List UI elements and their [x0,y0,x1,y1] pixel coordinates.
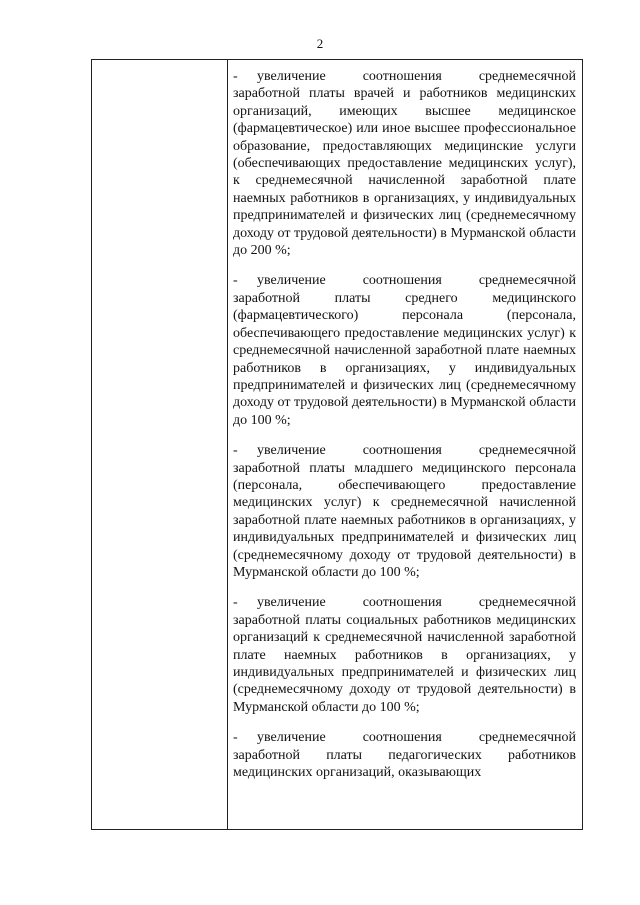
list-item [233,594,576,716]
list-item-text: увеличение соотношения среднемесячной заработной платы врачей и работников медицинских организаций, имеющих высшее медицинское (фармацевтическое) или иное высшее профессиональное образование, предоставляющих медицинские услуги (обеспечивающих предоставление медицинских услуг), к среднемесячной начисленной заработной плате наемных работников в организациях, у индивидуальных предпринимателей и физических лиц (среднемесячному доходу от трудовой деятельности) в Мурманской области до 200 %; [233,69,576,259]
list-item-dash: - [233,730,238,746]
list-item [233,442,576,581]
list-item [233,729,576,781]
list-item [233,272,576,429]
page-number: 2 [316,36,324,51]
list-item-text: увеличение соотношения среднемесячной заработной платы социальных работников медицинских организаций к среднемесячной начисленной заработной плате наемных работников в организациях, у индивидуальных предпринимателей и физических лиц (среднемесячному доходу от трудовой деятельности) в Мурманской области до 100 %; [233,595,576,715]
list-item-dash: - [233,595,238,611]
list-item-dash: - [233,69,238,84]
list-item [233,68,576,259]
document-table [91,59,583,830]
list-item-text: увеличение соотношения среднемесячной заработной платы среднего медицинского (фармацевтического) персонала (персонала, обеспечивающего предоставление медицинских услуг) к среднемесячной начисленной заработной плате наемных работников в организациях, у индивидуальных предпринимателей и физических лиц (среднемесячному доходу от трудовой деятельности) в Мурманской области до 100 %; [233,273,576,428]
list-item-text: увеличение соотношения среднемесячной заработной платы младшего медицинского персонала (персонала, обеспечивающего предоставление медицинских услуг) к среднемесячной начисленной заработной плате наемных работников в организациях, у индивидуальных предпринимателей и физических лиц (среднемесячному доходу от трудовой деятельности) в Мурманской области до 100 %; [233,443,576,580]
table-right-column [228,60,582,829]
list-item-dash: - [233,443,238,459]
table-left-column [92,60,228,829]
list-item-text: увеличение соотношения среднемесячной заработной платы педагогических работников медицинских организаций, оказывающих [233,730,576,781]
list-item-dash: - [233,273,238,289]
